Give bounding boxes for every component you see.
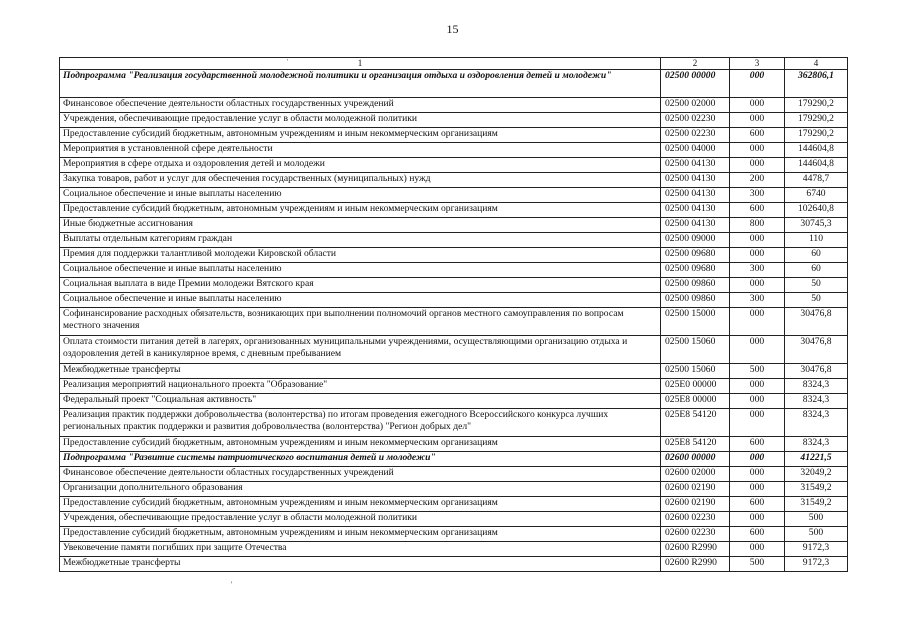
table-row (60, 128, 848, 143)
cell-code: 02500 04130 (661, 173, 730, 188)
cell-name: Подпрограмма "Развитие системы патриотического воспитания детей и молодежи" (60, 452, 661, 467)
cell-name: Учреждения, обеспечивающие предоставление услуг в области молодежной политики (60, 512, 661, 527)
cell-code: 02600 02190 (661, 497, 730, 512)
cell-name: Премия для поддержки талантливой молодежи Кировской области (60, 248, 661, 263)
cell-sum: 500 (785, 512, 848, 527)
cell-type: 000 (730, 467, 785, 482)
table-row (60, 218, 848, 233)
cell-code: 025E8 54120 (661, 409, 730, 437)
cell-sum: 179290,2 (785, 98, 848, 113)
cell-sum: 30476,8 (785, 364, 848, 379)
cell-type: 000 (730, 248, 785, 263)
cell-type: 000 (730, 452, 785, 467)
cell-sum: 60 (785, 248, 848, 263)
cell-sum: 179290,2 (785, 128, 848, 143)
cell-name: Социальное обеспечение и иные выплаты населению (60, 188, 661, 203)
cell-code: 02500 04000 (661, 143, 730, 158)
cell-sum: 60 (785, 263, 848, 278)
cell-type: 300 (730, 188, 785, 203)
cell-code: 02500 02000 (661, 98, 730, 113)
cell-sum: 8324,3 (785, 394, 848, 409)
cell-sum: 9172,3 (785, 557, 848, 572)
cell-name: Межбюджетные трансферты (60, 364, 661, 379)
cell-name: Предоставление субсидий бюджетным, автономным учреждениям и иным некоммерческим организациям (60, 128, 661, 143)
cell-name: Социальное обеспечение и иные выплаты населению (60, 263, 661, 278)
cell-name: Оплата стоимости питания детей в лагерях, организованных муниципальными учреждениями, осуществляющими организацию отдыха и оздоровления детей в каникулярное время, с дневным пребыванием (60, 336, 661, 364)
cell-sum: 50 (785, 278, 848, 293)
cell-code: 02600 00000 (661, 452, 730, 467)
table-row (60, 409, 848, 437)
cell-code: 025E8 00000 (661, 394, 730, 409)
cell-name: Предоставление субсидий бюджетным, автономным учреждениям и иным некоммерческим организациям (60, 527, 661, 542)
cell-code: 02500 04130 (661, 203, 730, 218)
table-row (60, 394, 848, 409)
cell-name: Софинансирование расходных обязательств, возникающих при выполнении полномочий органов местного самоуправления по вопросам местного значения (60, 308, 661, 336)
cell-code: 02600 02000 (661, 467, 730, 482)
table-row (60, 70, 848, 98)
table-row (60, 452, 848, 467)
table-row (60, 364, 848, 379)
cell-name: Реализация практик поддержки добровольчества (волонтерства) по итогам проведения ежегодного Всероссийского конкурса лучших региональных практик поддержки и развития добровольчества (волонтерства) "Регион добрых дел" (60, 409, 661, 437)
table-row (60, 437, 848, 452)
cell-code: 02600 R2990 (661, 542, 730, 557)
cell-code: 02500 04130 (661, 218, 730, 233)
cell-code: 02500 04130 (661, 188, 730, 203)
cell-type: 000 (730, 409, 785, 437)
cell-code: 02500 09680 (661, 248, 730, 263)
cell-type: 000 (730, 233, 785, 248)
cell-code: 02500 09860 (661, 293, 730, 308)
cell-code: 02600 02230 (661, 527, 730, 542)
cell-code: 02500 09680 (661, 263, 730, 278)
cell-name: Организации дополнительного образования (60, 482, 661, 497)
cell-name: Федеральный проект "Социальная активность" (60, 394, 661, 409)
cell-code: 02600 02230 (661, 512, 730, 527)
cell-sum: 144604,8 (785, 158, 848, 173)
table-row (60, 158, 848, 173)
cell-code: 025E0 00000 (661, 379, 730, 394)
cell-type: 600 (730, 203, 785, 218)
table-row (60, 512, 848, 527)
cell-code: 02500 15000 (661, 308, 730, 336)
cell-code: 02500 02230 (661, 113, 730, 128)
header-cell-name: 1 (60, 58, 661, 70)
header-cell-code: 2 (661, 58, 730, 70)
cell-sum: 4478,7 (785, 173, 848, 188)
table-row (60, 98, 848, 113)
cell-sum: 31549,2 (785, 482, 848, 497)
cell-sum: 8324,3 (785, 379, 848, 394)
cell-code: 02500 09000 (661, 233, 730, 248)
cell-name: Подпрограмма "Реализация государственной молодежной политики и организация отдыха и оздоровления детей и молодежи" (60, 70, 661, 98)
table-row (60, 557, 848, 572)
cell-sum: 144604,8 (785, 143, 848, 158)
cell-sum: 8324,3 (785, 437, 848, 452)
budget-table (59, 57, 848, 572)
cell-type: 000 (730, 70, 785, 98)
cell-code: 025E8 54120 (661, 437, 730, 452)
cell-name: Межбюджетные трансферты (60, 557, 661, 572)
cell-sum: 31549,2 (785, 497, 848, 512)
cell-name: Мероприятия в сфере отдыха и оздоровления детей и молодежи (60, 158, 661, 173)
table-row (60, 482, 848, 497)
cell-sum: 30476,8 (785, 308, 848, 336)
cell-sum: 50 (785, 293, 848, 308)
cell-type: 200 (730, 173, 785, 188)
table-row (60, 336, 848, 364)
cell-code: 02500 02230 (661, 128, 730, 143)
cell-type: 500 (730, 364, 785, 379)
cell-code: 02600 R2990 (661, 557, 730, 572)
cell-type: 000 (730, 542, 785, 557)
cell-name: Закупка товаров, работ и услуг для обеспечения государственных (муниципальных) нужд (60, 173, 661, 188)
cell-type: 000 (730, 482, 785, 497)
table-row (60, 542, 848, 557)
table-row (60, 203, 848, 218)
table-header-row (60, 58, 848, 70)
cell-name: Учреждения, обеспечивающие предоставление услуг в области молодежной политики (60, 113, 661, 128)
cell-sum: 30476,8 (785, 336, 848, 364)
cell-code: 02500 00000 (661, 70, 730, 98)
cell-type: 000 (730, 379, 785, 394)
cell-type: 000 (730, 512, 785, 527)
table-row (60, 113, 848, 128)
cell-name: Выплаты отдельным категориям граждан (60, 233, 661, 248)
cell-code: 02600 02190 (661, 482, 730, 497)
cell-sum: 362806,1 (785, 70, 848, 98)
table-row (60, 173, 848, 188)
cell-type: 000 (730, 113, 785, 128)
table-row (60, 379, 848, 394)
cell-name: Финансовое обеспечение деятельности областных государственных учреждений (60, 467, 661, 482)
cell-sum: 41221,5 (785, 452, 848, 467)
page-number: 15 (446, 22, 459, 36)
cell-type: 000 (730, 394, 785, 409)
cell-type: 000 (730, 158, 785, 173)
table-row (60, 263, 848, 278)
cell-sum: 9172,3 (785, 542, 848, 557)
cell-type: 600 (730, 497, 785, 512)
cell-type: 000 (730, 308, 785, 336)
table-row (60, 143, 848, 158)
cell-name: Социальное обеспечение и иные выплаты населению (60, 293, 661, 308)
cell-type: 800 (730, 218, 785, 233)
cell-type: 000 (730, 336, 785, 364)
cell-type: 000 (730, 143, 785, 158)
cell-sum: 179290,2 (785, 113, 848, 128)
cell-sum: 32049,2 (785, 467, 848, 482)
cell-code: 02500 15060 (661, 336, 730, 364)
cell-name: Мероприятия в установленной сфере деятельности (60, 143, 661, 158)
header-cell-type: 3 (730, 58, 785, 70)
cell-type: 600 (730, 128, 785, 143)
cell-name: Увековечение памяти погибших при защите Отечества (60, 542, 661, 557)
table-row (60, 188, 848, 203)
cell-code: 02500 09860 (661, 278, 730, 293)
cell-sum: 102640,8 (785, 203, 848, 218)
cell-name: Реализация мероприятий национального проекта "Образование" (60, 379, 661, 394)
cell-name: Финансовое обеспечение деятельности областных государственных учреждений (60, 98, 661, 113)
cell-type: 000 (730, 98, 785, 113)
cell-sum: 6740 (785, 188, 848, 203)
cell-sum: 8324,3 (785, 409, 848, 437)
cell-name: Социальная выплата в виде Премии молодежи Вятского края (60, 278, 661, 293)
cell-type: 300 (730, 263, 785, 278)
table-row (60, 308, 848, 336)
table-row (60, 467, 848, 482)
table-row (60, 497, 848, 512)
cell-type: 600 (730, 527, 785, 542)
cell-sum: 110 (785, 233, 848, 248)
table-row (60, 527, 848, 542)
budget-table-body (60, 58, 848, 572)
cell-code: 02500 15060 (661, 364, 730, 379)
cell-sum: 500 (785, 527, 848, 542)
table-row (60, 293, 848, 308)
cell-type: 600 (730, 437, 785, 452)
cell-sum: 30745,3 (785, 218, 848, 233)
cell-type: 000 (730, 278, 785, 293)
table-row (60, 248, 848, 263)
cell-type: 500 (730, 557, 785, 572)
cell-code: 02500 04130 (661, 158, 730, 173)
scan-tick-mark: ' (287, 58, 289, 66)
table-row (60, 233, 848, 248)
cell-name: Предоставление субсидий бюджетным, автономным учреждениям и иным некоммерческим организациям (60, 203, 661, 218)
cell-name: Предоставление субсидий бюджетным, автономным учреждениям и иным некоммерческим организациям (60, 437, 661, 452)
cell-name: Предоставление субсидий бюджетным, автономным учреждениям и иным некоммерческим организациям (60, 497, 661, 512)
scan-speck-mark: ' (231, 580, 233, 589)
cell-type: 300 (730, 293, 785, 308)
cell-name: Иные бюджетные ассигнования (60, 218, 661, 233)
header-cell-sum: 4 (785, 58, 848, 70)
table-row (60, 278, 848, 293)
